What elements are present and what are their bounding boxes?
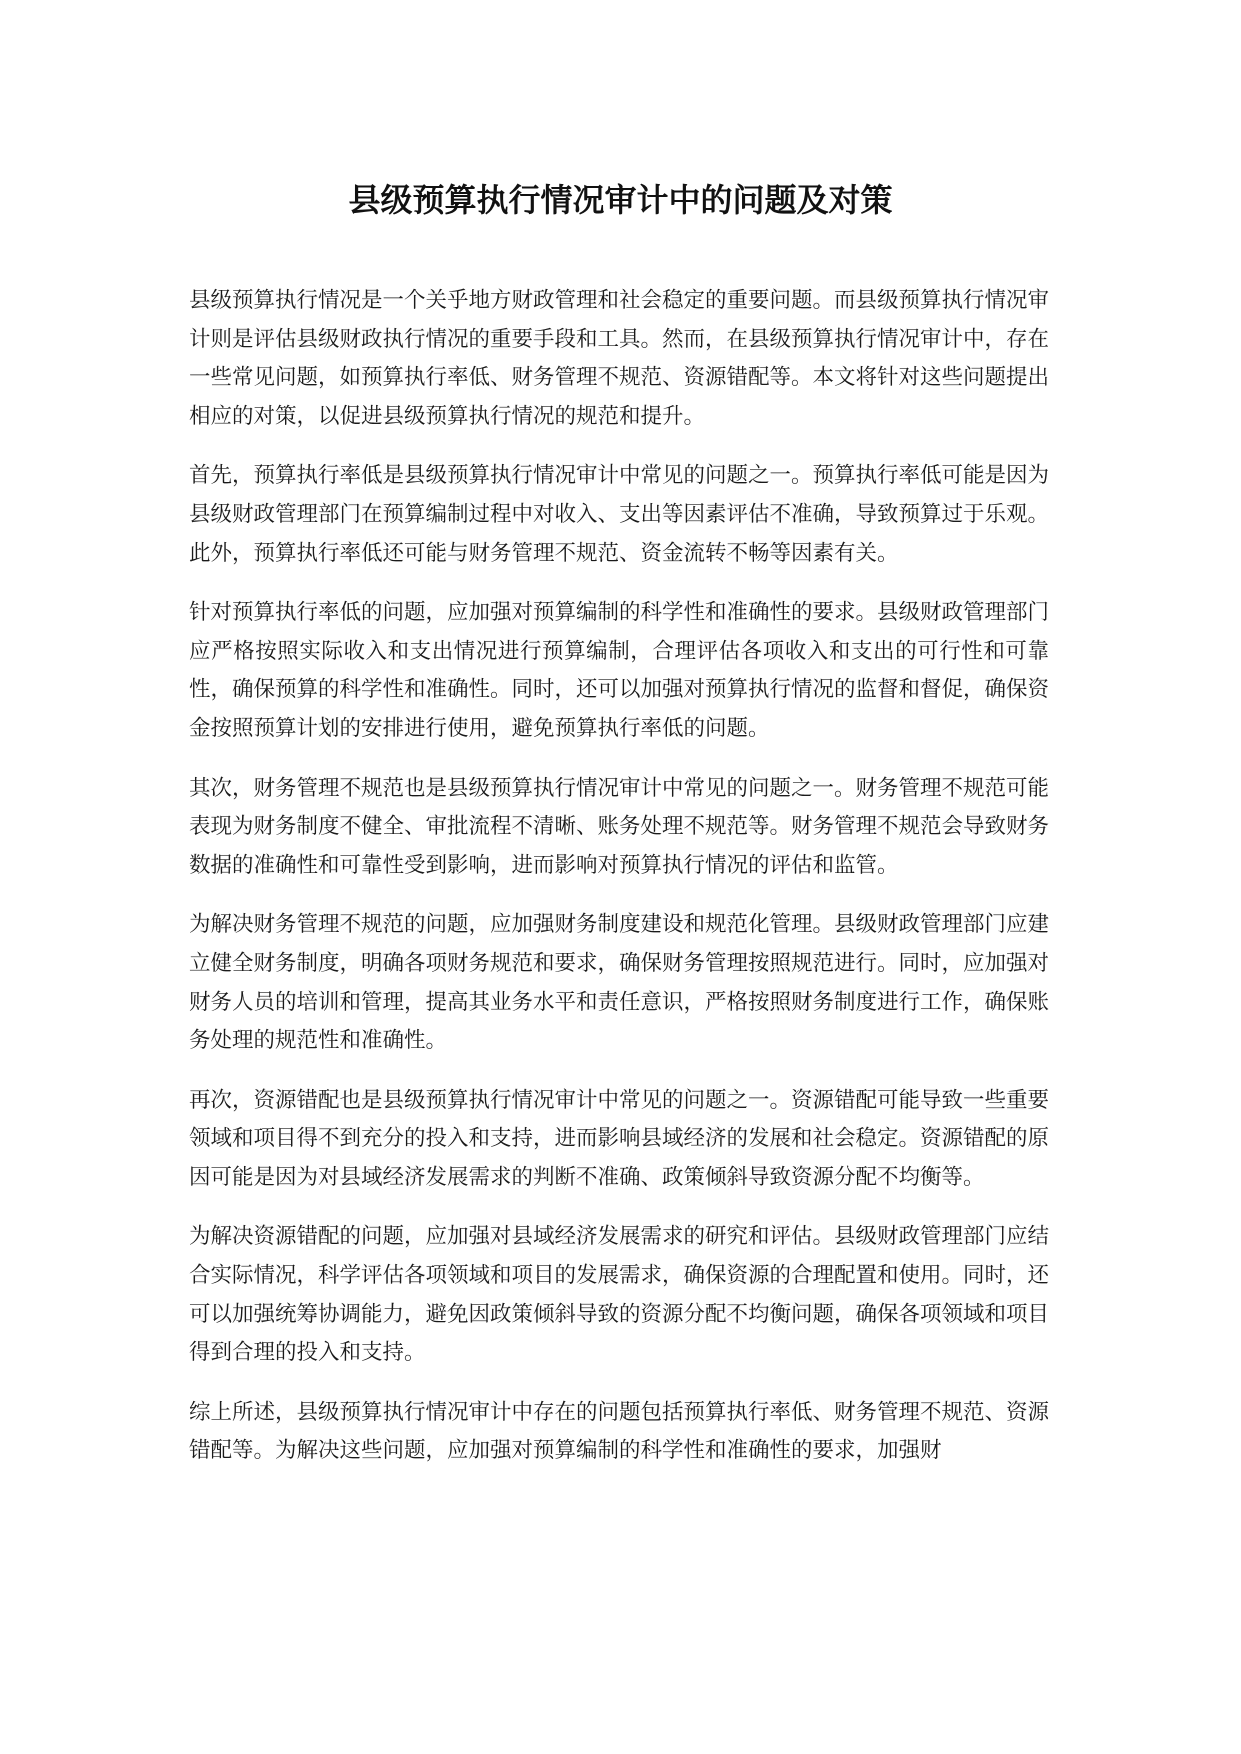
paragraph: 为解决财务管理不规范的问题，应加强财务制度建设和规范化管理。县级财政管理部门应建立健全财务制度，明确各项财务规范和要求，确保财务管理按照规范进行。同时，应加强对财务人员的培训和管理，提高其业务水平和责任意识，严格按照财务制度进行工作，确保账务处理的规范性和准确性。 [189,912,1050,1054]
paragraph: 其次，财务管理不规范也是县级预算执行情况审计中常见的问题之一。财务管理不规范可能表现为财务制度不健全、审批流程不清晰、账务处理不规范等。财务管理不规范会导致财务数据的准确性和可靠性受到影响，进而影响对预算执行情况的评估和监管。 [189,775,1050,878]
paragraph: 综上所述，县级预算执行情况审计中存在的问题包括预算执行率低、财务管理不规范、资源错配等。为解决这些问题，应加强对预算编制的科学性和准确性的要求，加强财 [189,1399,1050,1464]
paragraph: 再次，资源错配也是县级预算执行情况审计中常见的问题之一。资源错配可能导致一些重要领域和项目得不到充分的投入和支持，进而影响县域经济的发展和社会稳定。资源错配的原因可能是因为对县域经济发展需求的判断不准确、政策倾斜导致资源分配不均衡等。 [189,1087,1050,1190]
paragraph: 县级预算执行情况是一个关乎地方财政管理和社会稳定的重要问题。而县级预算执行情况审计则是评估县级财政执行情况的重要手段和工具。然而，在县级预算执行情况审计中，存在一些常见问题，如预算执行率低、财务管理不规范、资源错配等。本文将针对这些问题提出相应的对策，以促进县级预算执行情况的规范和提升。 [189,288,1050,429]
paragraph: 针对预算执行率低的问题，应加强对预算编制的科学性和准确性的要求。县级财政管理部门应严格按照实际收入和支出情况进行预算编制，合理评估各项收入和支出的可行性和可靠性，确保预算的科学性和准确性。同时，还可以加强对预算执行情况的监督和督促，确保资金按照预算计划的安排进行使用，避免预算执行率低的问题。 [189,600,1050,741]
document-title: 县级预算执行情况审计中的问题及对策 [348,181,893,219]
paragraph: 首先，预算执行率低是县级预算执行情况审计中常见的问题之一。预算执行率低可能是因为县级财政管理部门在预算编制过程中对收入、支出等因素评估不准确，导致预算过于乐观。此外，预算执行率低还可能与财务管理不规范、资金流转不畅等因素有关。 [189,463,1050,566]
document-body [189,282,1049,1492]
paragraph: 为解决资源错配的问题，应加强对县域经济发展需求的研究和评估。县级财政管理部门应结合实际情况，科学评估各项领域和项目的发展需求，确保资源的合理配置和使用。同时，还可以加强统筹协调能力，避免因政策倾斜导致的资源分配不均衡问题，确保各项领域和项目得到合理的投入和支持。 [189,1224,1050,1366]
